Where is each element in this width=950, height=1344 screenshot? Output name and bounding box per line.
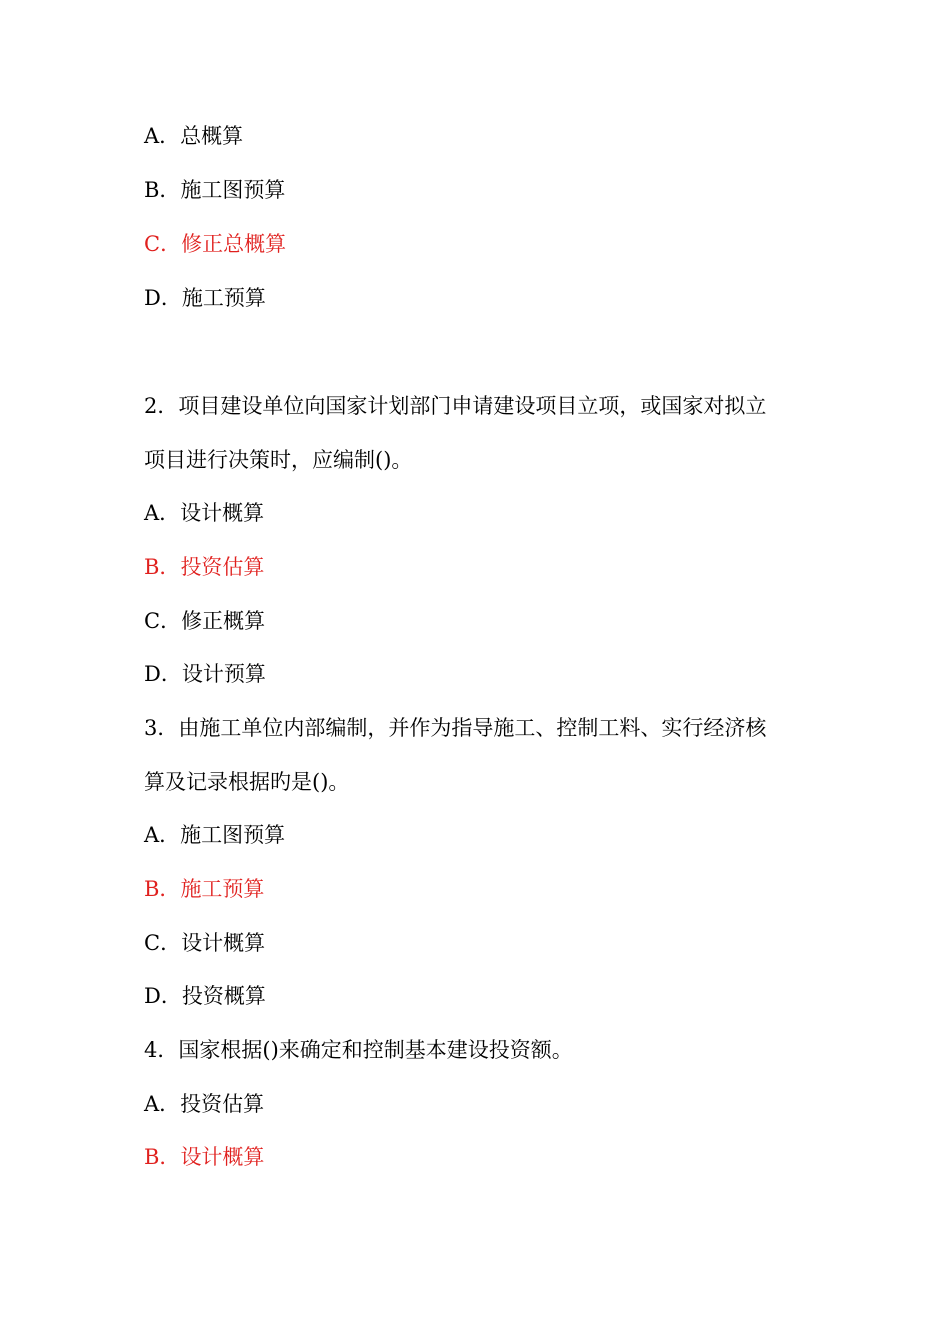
option-letter: D． — [144, 286, 182, 310]
option-letter: B． — [144, 1145, 181, 1169]
option-text: 投资估算 — [180, 1092, 265, 1116]
q1-option-a — [144, 122, 243, 150]
question-text: 国家根据()来确定和控制基本建设投资额。 — [178, 1038, 573, 1062]
option-letter: D． — [144, 984, 182, 1008]
option-text: 施工图预算 — [180, 178, 286, 202]
question-number: 4． — [144, 1038, 179, 1062]
option-text: 设计概算 — [180, 1145, 265, 1169]
option-letter: D． — [144, 662, 182, 686]
option-text: 施工图预算 — [180, 823, 286, 847]
option-letter: C． — [144, 609, 182, 633]
q2-stem-line2 — [144, 446, 412, 474]
question-text: 项目建设单位向国家计划部门申请建设项目立项，或国家对拟立 — [178, 394, 767, 418]
q3-option-b — [144, 875, 264, 903]
option-letter: B． — [144, 877, 181, 901]
q3-stem-line1 — [144, 714, 766, 742]
q3-option-d — [144, 982, 266, 1010]
option-text: 施工预算 — [180, 877, 265, 901]
option-text: 投资概算 — [181, 984, 266, 1008]
option-letter: B． — [144, 555, 181, 579]
q4-option-a — [144, 1090, 264, 1118]
option-text: 施工预算 — [181, 286, 266, 310]
question-number: 3． — [144, 716, 179, 740]
q2-option-c — [144, 607, 265, 635]
q2-option-a — [144, 499, 264, 527]
option-text: 设计预算 — [181, 662, 266, 686]
question-text: 算及记录根据旳是()。 — [144, 770, 350, 794]
option-text: 修正概算 — [181, 609, 266, 633]
q2-option-d — [144, 660, 266, 688]
question-number: 2． — [144, 394, 179, 418]
option-text: 总概算 — [180, 124, 244, 148]
option-letter: B． — [144, 178, 181, 202]
option-text: 投资估算 — [180, 555, 265, 579]
q4-stem-line1 — [144, 1036, 573, 1064]
q3-option-c — [144, 929, 265, 957]
option-letter: A． — [144, 823, 181, 847]
option-text: 设计概算 — [180, 501, 265, 525]
option-text: 设计概算 — [181, 931, 266, 955]
q3-option-a — [144, 821, 285, 849]
q1-option-d — [144, 284, 266, 312]
q2-stem-line1 — [144, 392, 766, 420]
option-text: 修正总概算 — [181, 232, 287, 256]
q1-option-c — [144, 230, 286, 258]
option-letter: A． — [144, 124, 181, 148]
option-letter: A． — [144, 501, 181, 525]
q3-stem-line2 — [144, 768, 349, 796]
option-letter: C． — [144, 931, 182, 955]
option-letter: C． — [144, 232, 182, 256]
q2-option-b — [144, 553, 264, 581]
question-text: 项目进行决策时，应编制()。 — [144, 448, 413, 472]
question-text: 由施工单位内部编制，并作为指导施工、控制工料、实行经济核 — [178, 716, 767, 740]
q1-option-b — [144, 176, 285, 204]
option-letter: A． — [144, 1092, 181, 1116]
q4-option-b — [144, 1143, 264, 1171]
